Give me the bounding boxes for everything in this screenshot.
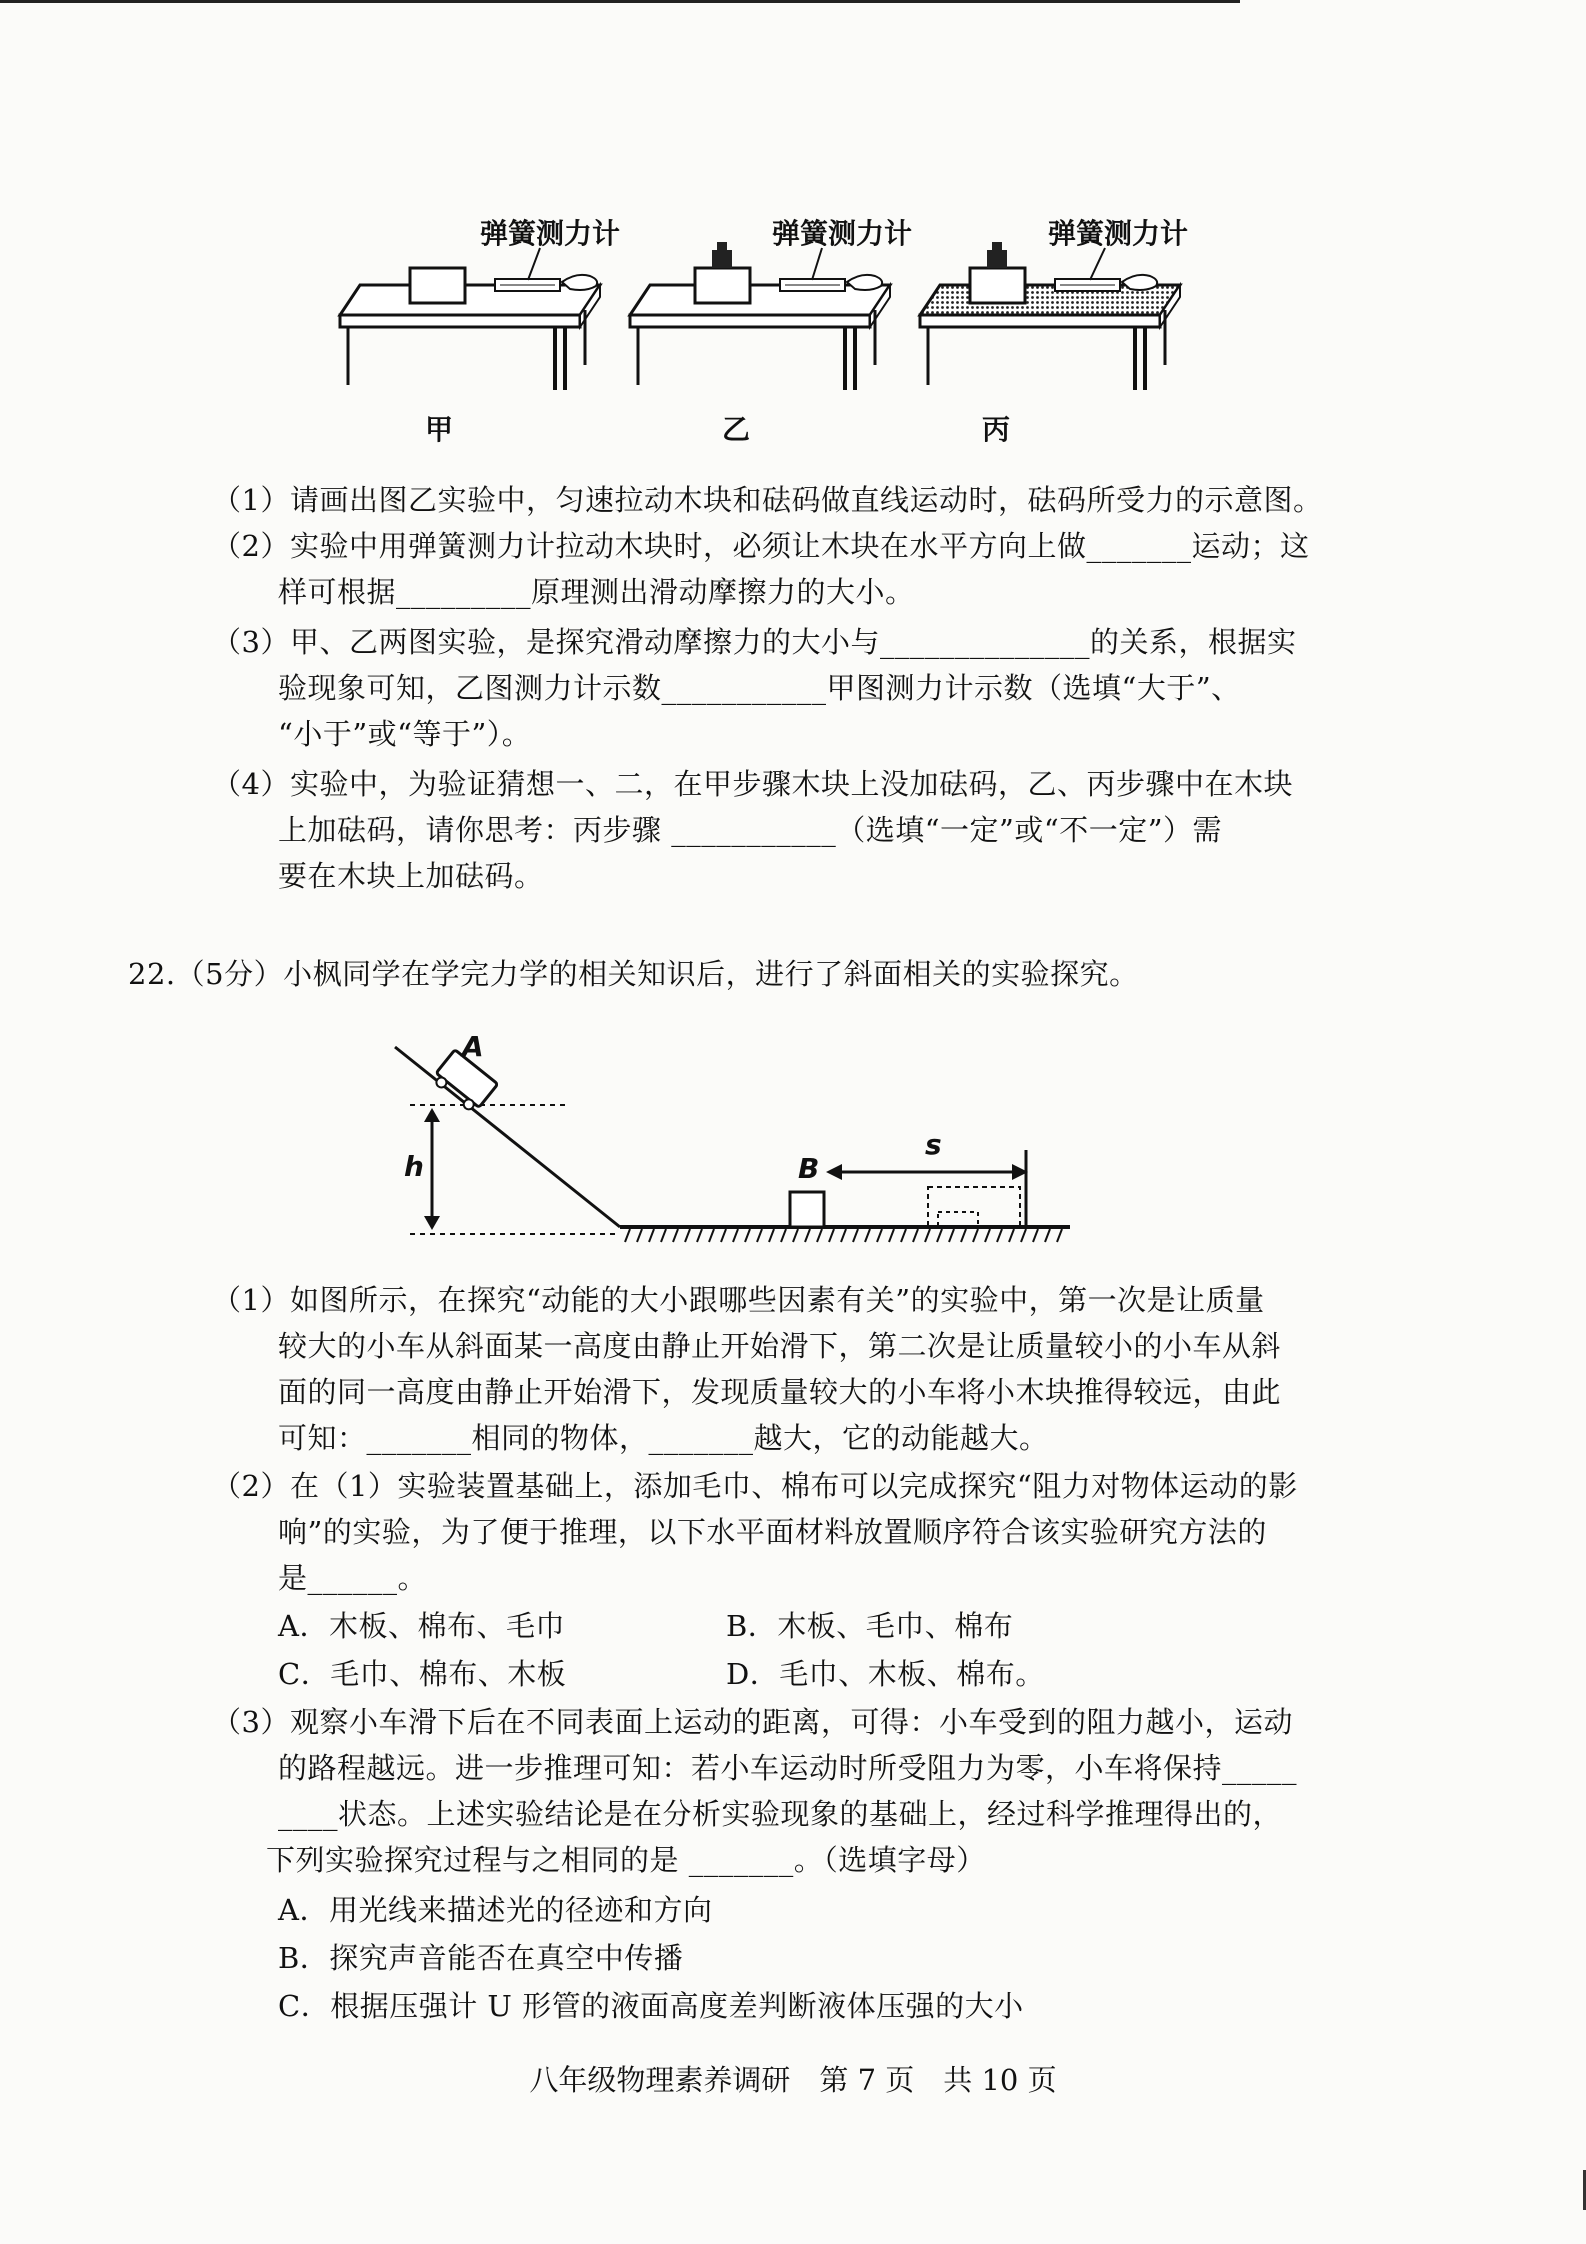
q22-part1-line-2: 较大的小车从斜面某一高度由静止开始滑下，第二次是让质量较小的小车从斜	[278, 1329, 1282, 1363]
top-border-line	[0, 0, 1240, 3]
q22-header: 22.（5分）小枫同学在学完力学的相关知识后，进行了斜面相关的实验探究。	[128, 957, 1139, 991]
q21-item-2-line-2: 样可根据_________原理测出滑动摩擦力的大小。	[278, 575, 915, 609]
panel-label-bing: 丙	[982, 413, 1011, 446]
distance-label-s: s	[925, 1128, 942, 1161]
q22-part1-line-3: 面的同一高度由静止开始滑下，发现质量较大的小车将小木块推得较远，由此	[278, 1375, 1282, 1409]
q22-part2-option-b: B．木板、毛巾、棉布	[726, 1609, 1014, 1643]
q22-part2-option-c: C．毛巾、棉布、木板	[278, 1657, 567, 1691]
q21-item-3-line-2: 验现象可知，乙图测力计示数___________甲图测力计示数（选填“大于”、	[278, 671, 1241, 705]
q21-item-4-line-1: （4）实验中，为验证猜想一、二，在甲步骤木块上没加砝码，乙、丙步骤中在木块	[212, 767, 1293, 801]
q21-item-4-line-3: 要在木块上加砝码。	[278, 859, 544, 893]
q22-part2-option-d: D．毛巾、木板、棉布。	[726, 1657, 1045, 1691]
panel-label-yi: 乙	[722, 413, 751, 446]
height-label-h: h	[404, 1150, 424, 1183]
spring-scale-label: 弹簧测力计	[772, 217, 913, 250]
q22-part2-line-2: 响”的实验，为了便于推理，以下水平面材料放置顺序符合该实验研究方法的	[278, 1515, 1267, 1549]
panel-bing-apparatus	[920, 242, 1180, 390]
q22-part3-line-1: （3）观察小车滑下后在不同表面上运动的距离，可得：小车受到的阻力越小，运动	[212, 1705, 1293, 1739]
q22-part2-line-3: 是______。	[278, 1561, 428, 1595]
q22-part3-option-c: C．根据压强计 U 形管的液面高度差判断液体压强的大小	[278, 1989, 1024, 2023]
q22-part1-line-1: （1）如图所示，在探究“动能的大小跟哪些因素有关”的实验中，第一次是让质量	[212, 1283, 1265, 1317]
panel-label-jia: 甲	[425, 413, 454, 446]
q22-part3-line-2: 的路程越远。进一步推理可知：若小车运动时所受阻力为零，小车将保持_____	[278, 1751, 1298, 1785]
q22-part2-line-1: （2）在（1）实验装置基础上，添加毛巾、棉布可以完成探究“阻力对物体运动的影	[212, 1469, 1298, 1503]
q22-part2-option-a: A．木板、棉布、毛巾	[278, 1609, 565, 1643]
panel-jia-apparatus	[340, 248, 600, 390]
q22-part3-line-3: ____状态。上述实验结论是在分析实验现象的基础上，经过科学推理得出的，	[278, 1797, 1283, 1831]
q21-item-4-line-2: 上加砝码，请你思考：丙步骤 ___________（选填“一定”或“不一定”）需	[278, 813, 1223, 847]
ramp-experiment-figure	[390, 1022, 1090, 1252]
q21-item-3-line-1: （3）甲、乙两图实验，是探究滑动摩擦力的大小与______________的关系，根据实	[212, 625, 1297, 659]
block-label-b: B	[798, 1152, 820, 1185]
q21-item-1: （1）请画出图乙实验中，匀速拉动木块和砝码做直线运动时，砝码所受力的示意图。	[212, 483, 1323, 517]
cart-label-a: A	[462, 1030, 484, 1063]
panel-yi-apparatus	[630, 242, 890, 390]
page-footer: 八年级物理素养调研 第 7 页 共 10 页	[529, 2063, 1057, 2097]
spring-scale-label: 弹簧测力计	[1048, 217, 1189, 250]
q22-part3-option-a: A．用光线来描述光的径迹和方向	[278, 1893, 713, 1927]
q21-item-3-line-3: “小于”或“等于”）。	[278, 717, 532, 751]
q22-part1-line-4: 可知：_______相同的物体，_______越大，它的动能越大。	[278, 1421, 1049, 1455]
q22-part3-option-b: B．探究声音能否在真空中传播	[278, 1941, 684, 1975]
q22-part3-line-4: 下列实验探究过程与之相同的是 _______。（选填字母）	[266, 1843, 986, 1877]
q21-item-2-line-1: （2）实验中用弹簧测力计拉动木块时，必须让木块在水平方向上做_______运动；这	[212, 529, 1310, 563]
spring-scale-label: 弹簧测力计	[480, 217, 621, 250]
